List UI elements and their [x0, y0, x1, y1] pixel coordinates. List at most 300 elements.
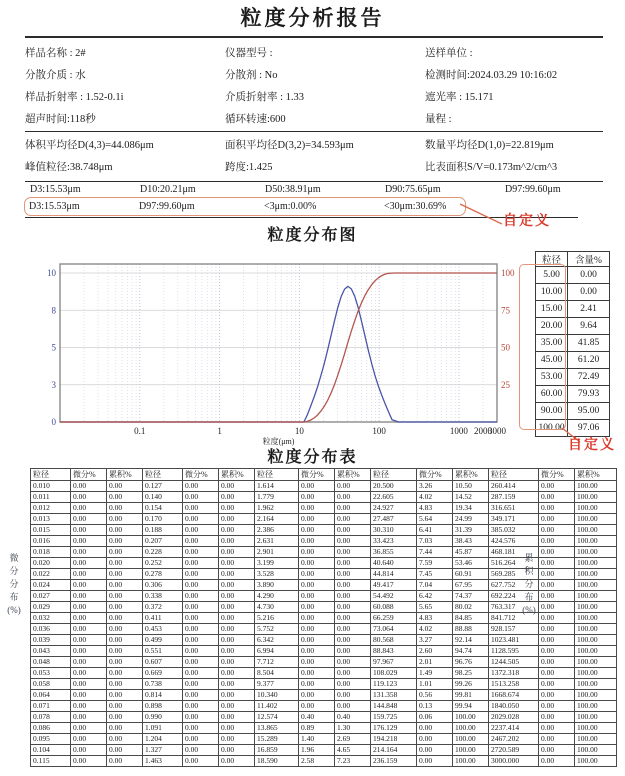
- dist-cell: 11.402: [255, 701, 299, 712]
- dist-cell: 0.00: [183, 492, 219, 503]
- dist-table-row: [31, 635, 617, 646]
- dist-cell: 1840.050: [489, 701, 539, 712]
- dist-cell: 100.00: [575, 525, 617, 536]
- dist-cell: 0.372: [143, 602, 183, 613]
- axis-label-char: 积: [524, 566, 534, 576]
- dist-cell: 0.00: [539, 591, 575, 602]
- dist-cell: 88.88: [453, 624, 489, 635]
- dist-cell: 38.43: [453, 536, 489, 547]
- dist-cell: 1.327: [143, 745, 183, 756]
- size-value: 5.00: [536, 267, 568, 284]
- dist-cell: 2.631: [255, 536, 299, 547]
- axis-label-char: 微: [9, 553, 19, 563]
- custom-annotation-label: 自定义: [503, 214, 551, 229]
- dist-cell: 0.00: [539, 624, 575, 635]
- dist-cell: 0.00: [299, 481, 335, 492]
- dist-table-row: [31, 624, 617, 635]
- dist-table-header: 微分%: [183, 469, 219, 481]
- dist-cell: 0.00: [335, 492, 371, 503]
- dist-table-row: [31, 712, 617, 723]
- dist-cell: 0.00: [299, 580, 335, 591]
- dist-cell: 100.00: [575, 690, 617, 701]
- dist-cell: 100.00: [575, 635, 617, 646]
- dist-table-row: [31, 492, 617, 503]
- dist-cell: 176.129: [371, 723, 417, 734]
- dist-cell: 0.00: [107, 701, 143, 712]
- dist-cell: 0.00: [107, 580, 143, 591]
- dist-cell: 0.095: [31, 734, 71, 745]
- dist-cell: 94.74: [453, 646, 489, 657]
- dist-cell: 0.00: [107, 712, 143, 723]
- dist-cell: 100.00: [575, 613, 617, 624]
- dist-cell: 0.027: [31, 591, 71, 602]
- dist-table-row: [31, 690, 617, 701]
- dist-cell: 99.94: [453, 701, 489, 712]
- right-axis-tick: 50: [501, 342, 510, 353]
- info-field: 检测时间:2024.03.29 10:16:02: [425, 70, 558, 81]
- content-value: 72.49: [568, 369, 610, 386]
- report-title: 粒度分析报告: [240, 6, 385, 30]
- average-field: 比表面积S/V=0.173m^2/cm^3: [425, 162, 558, 173]
- dist-cell: 0.00: [539, 580, 575, 591]
- dist-cell: 0.00: [219, 514, 255, 525]
- dist-cell: 1.49: [417, 668, 453, 679]
- dist-cell: 1.01: [417, 679, 453, 690]
- dist-table-title: 粒度分布表: [267, 449, 358, 466]
- dist-table-header: 粒径: [371, 469, 417, 481]
- dist-cell: 0.039: [31, 635, 71, 646]
- dist-cell: 100.00: [453, 756, 489, 767]
- dist-cell: 0.00: [335, 635, 371, 646]
- dist-table-header-row: [31, 469, 617, 481]
- dist-cell: 0.00: [107, 591, 143, 602]
- dist-table-row: [31, 756, 617, 767]
- dist-cell: 0.00: [107, 690, 143, 701]
- dist-cell: 100.00: [575, 492, 617, 503]
- dist-cell: 0.00: [299, 657, 335, 668]
- dist-table-row: [31, 503, 617, 514]
- dist-cell: 0.00: [71, 536, 107, 547]
- dist-cell: 0.00: [539, 646, 575, 657]
- dist-cell: 0.00: [539, 558, 575, 569]
- dist-cell: 0.00: [299, 591, 335, 602]
- dist-cell: 0.00: [539, 690, 575, 701]
- dist-cell: 0.00: [539, 503, 575, 514]
- dist-cell: 4.83: [417, 613, 453, 624]
- left-axis-tick: 0: [51, 417, 56, 427]
- dist-cell: 100.00: [575, 591, 617, 602]
- dist-cell: 0.00: [107, 514, 143, 525]
- dist-table-header: 粒径: [255, 469, 299, 481]
- dist-cell: 7.04: [417, 580, 453, 591]
- dist-cell: 0.00: [299, 646, 335, 657]
- dist-cell: 2.58: [299, 756, 335, 767]
- dist-cell: 0.00: [183, 591, 219, 602]
- x-axis-tick: 1000: [449, 426, 468, 436]
- dist-cell: 100.00: [575, 536, 617, 547]
- axis-label-char: (%): [522, 605, 536, 615]
- dist-cell: 0.00: [183, 602, 219, 613]
- dist-cell: 0.00: [299, 635, 335, 646]
- dist-cell: 0.00: [71, 558, 107, 569]
- dist-table-header: 微分%: [417, 469, 453, 481]
- dist-cell: 100.00: [575, 679, 617, 690]
- dist-cell: 0.00: [335, 646, 371, 657]
- dist-cell: 0.00: [71, 756, 107, 767]
- dist-cell: 316.651: [489, 503, 539, 514]
- dist-cell: 0.00: [539, 492, 575, 503]
- left-axis-tick: 8: [51, 305, 56, 316]
- dist-cell: 0.00: [107, 668, 143, 679]
- info-field: 介质折射率 : 1.33: [225, 92, 305, 103]
- dist-cell: 4.65: [335, 745, 371, 756]
- content-value: 41.85: [568, 335, 610, 352]
- dist-cell: 80.568: [371, 635, 417, 646]
- dist-cell: 0.032: [31, 613, 71, 624]
- dist-cell: 0.188: [143, 525, 183, 536]
- dist-cell: 0.06: [417, 712, 453, 723]
- custom-d-value: <30μm:30.69%: [384, 201, 447, 212]
- content-value: 0.00: [568, 267, 610, 284]
- dist-cell: 10.50: [453, 481, 489, 492]
- dist-cell: 99.81: [453, 690, 489, 701]
- dist-cell: 80.02: [453, 602, 489, 613]
- dist-cell: 0.499: [143, 635, 183, 646]
- size-value: 100.00: [536, 420, 568, 437]
- dist-cell: 54.492: [371, 591, 417, 602]
- size-value: 53.00: [536, 369, 568, 386]
- dist-cell: 0.453: [143, 624, 183, 635]
- dist-cell: 6.342: [255, 635, 299, 646]
- dist-cell: 0.053: [31, 668, 71, 679]
- dist-cell: 0.00: [335, 503, 371, 514]
- axis-label-char: 累: [524, 553, 534, 563]
- dist-table-header: 微分%: [539, 469, 575, 481]
- dist-cell: 0.00: [219, 668, 255, 679]
- dist-cell: 0.00: [335, 602, 371, 613]
- dist-cell: 569.285: [489, 569, 539, 580]
- dist-table-row: [31, 525, 617, 536]
- dist-cell: 14.52: [453, 492, 489, 503]
- x-axis-tick: 10: [294, 426, 304, 436]
- dist-cell: 0.00: [539, 723, 575, 734]
- dist-cell: 0.071: [31, 701, 71, 712]
- dist-cell: 1.091: [143, 723, 183, 734]
- dist-cell: 0.00: [71, 580, 107, 591]
- dist-cell: 45.87: [453, 547, 489, 558]
- dist-cell: 100.00: [575, 624, 617, 635]
- custom-d-value: D3:15.53μm: [29, 201, 80, 212]
- dist-table-header: 累积%: [453, 469, 489, 481]
- dist-cell: 5.64: [417, 514, 453, 525]
- left-axis-label: [6, 552, 22, 617]
- content-value: 61.20: [568, 352, 610, 369]
- dist-table-header: 累积%: [219, 469, 255, 481]
- dist-cell: 0.00: [299, 558, 335, 569]
- dist-table-header: 微分%: [71, 469, 107, 481]
- dist-table-row: [31, 514, 617, 525]
- dist-cell: 5.65: [417, 602, 453, 613]
- dist-cell: 100.00: [575, 547, 617, 558]
- dist-cell: 0.551: [143, 646, 183, 657]
- dist-cell: 100.00: [575, 657, 617, 668]
- info-field: 循环转速:600: [225, 114, 286, 125]
- dist-cell: 100.00: [575, 734, 617, 745]
- dist-table-row: [31, 668, 617, 679]
- dist-cell: 0.00: [219, 569, 255, 580]
- dist-cell: 0.252: [143, 558, 183, 569]
- dist-table-row: [31, 536, 617, 547]
- dist-cell: 0.00: [71, 547, 107, 558]
- dist-cell: 0.00: [219, 558, 255, 569]
- content-value: 0.00: [568, 284, 610, 301]
- content-value: 95.00: [568, 403, 610, 420]
- dist-cell: 20.500: [371, 481, 417, 492]
- dist-cell: 0.00: [183, 525, 219, 536]
- content-value: 2.41: [568, 301, 610, 318]
- dist-cell: 0.00: [335, 547, 371, 558]
- dist-cell: 0.00: [183, 514, 219, 525]
- dist-cell: 0.00: [71, 734, 107, 745]
- chart-section-title: 粒度分布图: [267, 227, 358, 244]
- dist-cell: 236.159: [371, 756, 417, 767]
- dist-cell: 0.127: [143, 481, 183, 492]
- dist-cell: 99.26: [453, 679, 489, 690]
- dist-cell: 0.89: [299, 723, 335, 734]
- dist-cell: 0.814: [143, 690, 183, 701]
- dist-cell: 1.30: [335, 723, 371, 734]
- dist-cell: 0.00: [219, 745, 255, 756]
- size-value: 60.00: [536, 386, 568, 403]
- dist-cell: 0.00: [71, 646, 107, 657]
- average-field: 数量平均径D(1,0)=22.819μm: [425, 140, 554, 151]
- dist-cell: 0.018: [31, 547, 71, 558]
- dist-cell: 0.00: [183, 635, 219, 646]
- dist-cell: 100.00: [575, 580, 617, 591]
- dist-cell: 0.00: [539, 481, 575, 492]
- dist-cell: 24.927: [371, 503, 417, 514]
- dist-cell: 1.614: [255, 481, 299, 492]
- dist-cell: 100.00: [575, 569, 617, 580]
- size-value: 45.00: [536, 352, 568, 369]
- dist-cell: 0.00: [219, 701, 255, 712]
- x-axis-tick: 100: [372, 426, 386, 436]
- dist-cell: 692.224: [489, 591, 539, 602]
- dist-cell: 0.00: [183, 503, 219, 514]
- dist-cell: 0.00: [71, 690, 107, 701]
- dist-cell: 0.00: [107, 646, 143, 657]
- dist-cell: 0.228: [143, 547, 183, 558]
- dist-cell: 0.00: [539, 514, 575, 525]
- size-value: 15.00: [536, 301, 568, 318]
- dist-cell: 0.020: [31, 558, 71, 569]
- axis-label-char: 分: [9, 566, 19, 576]
- info-field: 分散介质 : 水: [25, 70, 86, 81]
- dist-cell: 0.00: [335, 624, 371, 635]
- dist-cell: 92.14: [453, 635, 489, 646]
- dist-cell: 0.00: [299, 613, 335, 624]
- dist-cell: 0.00: [299, 624, 335, 635]
- dist-cell: 53.46: [453, 558, 489, 569]
- dist-cell: 0.010: [31, 481, 71, 492]
- left-axis-tick: 5: [51, 342, 56, 353]
- info-field: 样品折射率 : 1.52-0.1i: [25, 92, 124, 103]
- info-field: 量程 :: [425, 114, 452, 125]
- dist-cell: 0.00: [107, 558, 143, 569]
- dist-cell: 0.064: [31, 690, 71, 701]
- dist-cell: 60.088: [371, 602, 417, 613]
- dist-cell: 0.278: [143, 569, 183, 580]
- dist-cell: 1513.258: [489, 679, 539, 690]
- dist-cell: 0.00: [183, 547, 219, 558]
- dist-cell: 0.00: [219, 646, 255, 657]
- dist-cell: 0.00: [219, 723, 255, 734]
- dist-cell: 0.00: [107, 492, 143, 503]
- dist-cell: 0.00: [219, 591, 255, 602]
- dist-cell: 0.00: [219, 602, 255, 613]
- axis-label-char: 布: [9, 592, 19, 602]
- dist-cell: 0.00: [219, 613, 255, 624]
- dist-cell: 108.029: [371, 668, 417, 679]
- dist-cell: 0.00: [335, 481, 371, 492]
- dist-cell: 0.00: [335, 514, 371, 525]
- left-axis-tick: 10: [47, 268, 56, 278]
- dist-cell: 0.607: [143, 657, 183, 668]
- dist-cell: 0.170: [143, 514, 183, 525]
- dist-cell: 0.00: [183, 536, 219, 547]
- dist-cell: 100.00: [575, 668, 617, 679]
- dist-cell: 0.00: [539, 756, 575, 767]
- dist-cell: 5.752: [255, 624, 299, 635]
- custom-annotation-label-2: 自定义: [568, 438, 616, 453]
- dist-cell: 194.218: [371, 734, 417, 745]
- dist-cell: 0.13: [417, 701, 453, 712]
- dist-cell: 0.00: [183, 723, 219, 734]
- dist-cell: 0.56: [417, 690, 453, 701]
- dist-cell: 0.00: [107, 624, 143, 635]
- dist-cell: 0.00: [107, 602, 143, 613]
- dist-cell: 516.264: [489, 558, 539, 569]
- dist-cell: 67.95: [453, 580, 489, 591]
- dist-cell: 0.024: [31, 580, 71, 591]
- dist-cell: 7.45: [417, 569, 453, 580]
- dist-cell: 0.411: [143, 613, 183, 624]
- dist-table-header: 累积%: [575, 469, 617, 481]
- dist-cell: 0.086: [31, 723, 71, 734]
- dist-cell: 73.064: [371, 624, 417, 635]
- dist-cell: 0.00: [71, 481, 107, 492]
- dist-cell: 0.00: [299, 569, 335, 580]
- size-value: 20.00: [536, 318, 568, 335]
- dist-cell: 0.00: [335, 679, 371, 690]
- dist-cell: 119.123: [371, 679, 417, 690]
- dist-cell: 0.00: [71, 503, 107, 514]
- dist-cell: 0.00: [335, 569, 371, 580]
- dist-cell: 131.358: [371, 690, 417, 701]
- dist-cell: 2.01: [417, 657, 453, 668]
- dist-cell: 0.00: [71, 525, 107, 536]
- dist-cell: 0.00: [335, 525, 371, 536]
- dist-cell: 0.00: [335, 668, 371, 679]
- d-value: D50:38.91μm: [265, 184, 321, 195]
- dist-cell: 0.00: [219, 756, 255, 767]
- dist-cell: 1668.674: [489, 690, 539, 701]
- dist-cell: 0.00: [183, 580, 219, 591]
- content-value: 9.64: [568, 318, 610, 335]
- dist-cell: 7.59: [417, 558, 453, 569]
- dist-cell: 3.199: [255, 558, 299, 569]
- info-field: 仪器型号 :: [225, 48, 273, 59]
- dist-cell: 2.69: [335, 734, 371, 745]
- dist-cell: 627.752: [489, 580, 539, 591]
- dist-cell: 0.154: [143, 503, 183, 514]
- right-axis-tick: 25: [501, 379, 510, 390]
- dist-cell: 0.00: [107, 756, 143, 767]
- dist-cell: 1023.481: [489, 635, 539, 646]
- dist-cell: 0.00: [183, 646, 219, 657]
- dist-cell: 18.590: [255, 756, 299, 767]
- dist-cell: 88.843: [371, 646, 417, 657]
- d-value: D97:99.60μm: [505, 184, 561, 195]
- dist-cell: 0.00: [219, 536, 255, 547]
- dist-cell: 7.44: [417, 547, 453, 558]
- dist-table-header: 粒径: [143, 469, 183, 481]
- dist-cell: 0.00: [71, 701, 107, 712]
- dist-cell: 0.00: [539, 701, 575, 712]
- dist-cell: 0.00: [335, 580, 371, 591]
- dist-cell: 0.00: [71, 569, 107, 580]
- dist-cell: 0.00: [335, 558, 371, 569]
- d-value: D3:15.53μm: [30, 184, 81, 195]
- dist-cell: 0.00: [183, 481, 219, 492]
- dist-cell: 0.013: [31, 514, 71, 525]
- dist-cell: 36.855: [371, 547, 417, 558]
- dist-cell: 97.967: [371, 657, 417, 668]
- dist-cell: 0.00: [417, 756, 453, 767]
- x-axis-title: 粒度(μm): [262, 437, 295, 446]
- dist-table-header: 累积%: [335, 469, 371, 481]
- info-field: 超声时间:118秒: [25, 114, 96, 125]
- dist-cell: 0.00: [299, 514, 335, 525]
- dist-cell: 468.181: [489, 547, 539, 558]
- dist-cell: 0.00: [539, 547, 575, 558]
- right-axis-label: [521, 552, 537, 617]
- axis-label-char: 分: [9, 579, 19, 589]
- dist-cell: 0.00: [183, 657, 219, 668]
- dist-cell: 0.00: [107, 613, 143, 624]
- dist-cell: 841.712: [489, 613, 539, 624]
- dist-table-header: 微分%: [299, 469, 335, 481]
- dist-cell: 0.00: [299, 503, 335, 514]
- dist-cell: 0.00: [219, 657, 255, 668]
- dist-cell: 1.40: [299, 734, 335, 745]
- dist-cell: 0.00: [107, 745, 143, 756]
- x-axis-tick: 1: [217, 426, 222, 436]
- dist-cell: 100.00: [575, 481, 617, 492]
- dist-cell: 44.814: [371, 569, 417, 580]
- dist-table-header: 累积%: [107, 469, 143, 481]
- dist-cell: 49.417: [371, 580, 417, 591]
- dist-cell: 100.00: [453, 712, 489, 723]
- dist-cell: 385.032: [489, 525, 539, 536]
- dist-cell: 0.00: [183, 756, 219, 767]
- dist-cell: 31.39: [453, 525, 489, 536]
- average-field: 跨度:1.425: [225, 162, 273, 173]
- custom-d-value: D97:99.60μm: [139, 201, 195, 212]
- size-value: 10.00: [536, 284, 568, 301]
- dist-cell: 0.00: [299, 690, 335, 701]
- axis-label-char: (%): [7, 605, 21, 615]
